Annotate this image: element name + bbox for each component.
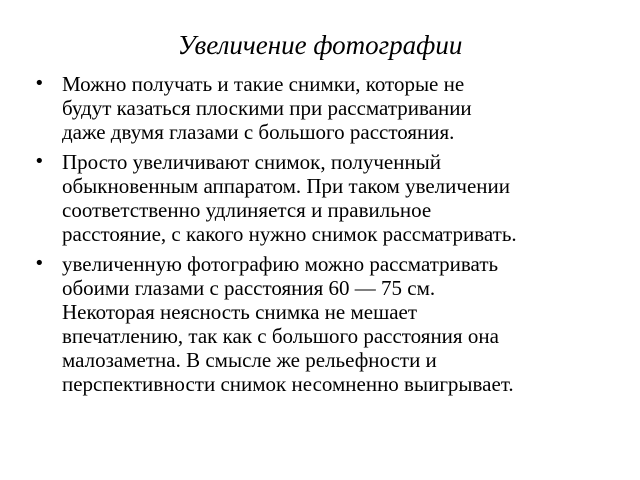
bullet-dot-icon: • [34,151,45,172]
bullet-item [32,72,628,144]
bullet-dot-icon: • [34,253,45,274]
slide-title: Увеличение фотографии [177,30,463,60]
bullet-list [32,72,628,402]
bullet-item [32,150,628,246]
bullet-text: Просто увеличивают снимок, полученный обыкновенным аппаратом. При таком увеличении соответственно удлиняется и правильное расстояние, с какого нужно снимок рассматривать. [62,150,517,246]
bullet-dot-icon: • [34,73,45,94]
bullet-item [32,252,628,396]
bullet-text: Можно получать и такие снимки, которые не будут казаться плоскими при рассматривании даже двумя глазами с большого расстояния. [62,72,472,144]
bullet-text: увеличенную фотографию можно рассматривать обоими глазами с расстояния 60 — 75 см. Некоторая неясность снимка не мешает впечатлению, так как с большого расстояния она малозаметна. В смысле же рельефности и перспективности снимок несомненно выигрывает. [62,252,514,396]
